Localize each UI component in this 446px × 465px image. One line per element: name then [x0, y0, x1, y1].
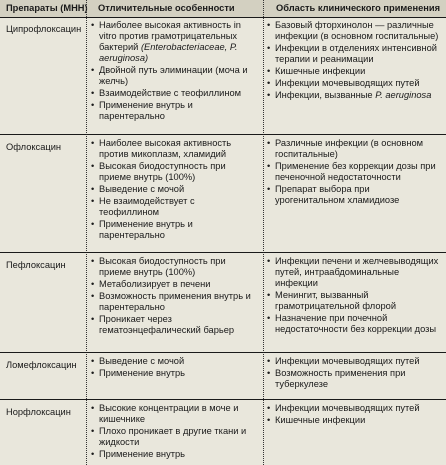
drug-name: Офлоксацин — [6, 142, 62, 152]
list-item: • Проникает через гематоэнцефалический барьер — [91, 314, 251, 336]
area-list — [267, 356, 442, 391]
features-list — [91, 20, 251, 123]
list-item: • Наиболее высокая активность против микоплазм, хламидий — [91, 138, 251, 160]
features-list — [91, 403, 251, 461]
list-item: • Менингит, вызванный грамотрицательной флорой — [267, 290, 442, 312]
list-item: • Инфекции, вызванные P. aeruginosa — [267, 90, 442, 101]
features-list — [91, 356, 251, 380]
list-item: • Метаболизирует в печени — [91, 279, 251, 290]
list-item: • Высокая биодоступность при приеме внутрь (100%) — [91, 161, 251, 183]
table-row — [0, 17, 446, 135]
list-item: • Различные инфекции (в основном госпитальные) — [267, 138, 442, 160]
header-area: Область клинического применения — [276, 3, 440, 13]
list-item: • Плохо проникает в другие ткани и жидкости — [91, 426, 251, 448]
header-features: Отличительные особенности — [98, 3, 235, 13]
list-item: • Инфекции мочевыводящих путей — [267, 356, 442, 367]
header-drug: Препараты (МНН) — [6, 3, 88, 13]
list-item: • Кишечные инфекции — [267, 66, 442, 77]
drug-name: Ломефлоксацин — [6, 360, 77, 370]
features-list — [91, 138, 251, 242]
area-list — [267, 20, 442, 102]
list-item: • Взаимодействие с теофиллином — [91, 88, 251, 99]
drug-name: Норфлоксацин — [6, 407, 71, 417]
list-item: • Применение внутрь и парентерально — [91, 100, 251, 122]
table-row — [0, 353, 446, 400]
list-item: • Применение внутрь и парентерально — [91, 219, 251, 241]
list-item: • Инфекции в отделениях интенсивной терапии и реанимации — [267, 43, 442, 65]
list-item: • Кишечные инфекции — [267, 415, 442, 426]
list-item: • Инфекции мочевыводящих путей — [267, 78, 442, 89]
list-item: • Инфекции мочевыводящих путей — [267, 403, 442, 414]
list-item: • Двойной путь элиминации (моча и желчь) — [91, 65, 251, 87]
table-row — [0, 253, 446, 353]
list-item: • Наиболее высокая активность in vitro против грамотрицательных бактерий (Enterobacteriaceae, P. aeruginosa) — [91, 20, 251, 64]
list-item: • Базовый фторхинолон — различные инфекции (в основном госпитальные) — [267, 20, 442, 42]
area-list — [267, 403, 442, 427]
table-header — [0, 0, 446, 18]
list-item: • Не взаимодействует с теофиллином — [91, 196, 251, 218]
area-list — [267, 256, 442, 336]
list-item: • Применение внутрь — [91, 449, 251, 460]
list-item: • Возможность применения внутрь и парентерально — [91, 291, 251, 313]
list-item: • Инфекции печени и желчевыводящих путей, интраабдоминальные инфекции — [267, 256, 442, 289]
list-item: • Применение внутрь — [91, 368, 251, 379]
list-item: • Возможность применения при туберкулезе — [267, 368, 442, 390]
drug-name: Ципрофлоксацин — [6, 24, 82, 34]
list-item: • Высокие концентрации в моче и кишечнике — [91, 403, 251, 425]
area-list — [267, 138, 442, 207]
list-item: • Выведение с мочой — [91, 356, 251, 367]
list-item: • Выведение с мочой — [91, 184, 251, 195]
features-list — [91, 256, 251, 337]
list-item: • Высокая биодоступность при приеме внутрь (100%) — [91, 256, 251, 278]
table-row — [0, 135, 446, 253]
list-item: • Применение без коррекции дозы при печеночной недостаточности — [267, 161, 442, 183]
drug-name: Пефлоксацин — [6, 260, 66, 270]
list-item: • Препарат выбора при урогенитальном хламидиозе — [267, 184, 442, 206]
table-row — [0, 400, 446, 465]
list-item: • Назначение при почечной недостаточности без коррекции дозы — [267, 313, 442, 335]
